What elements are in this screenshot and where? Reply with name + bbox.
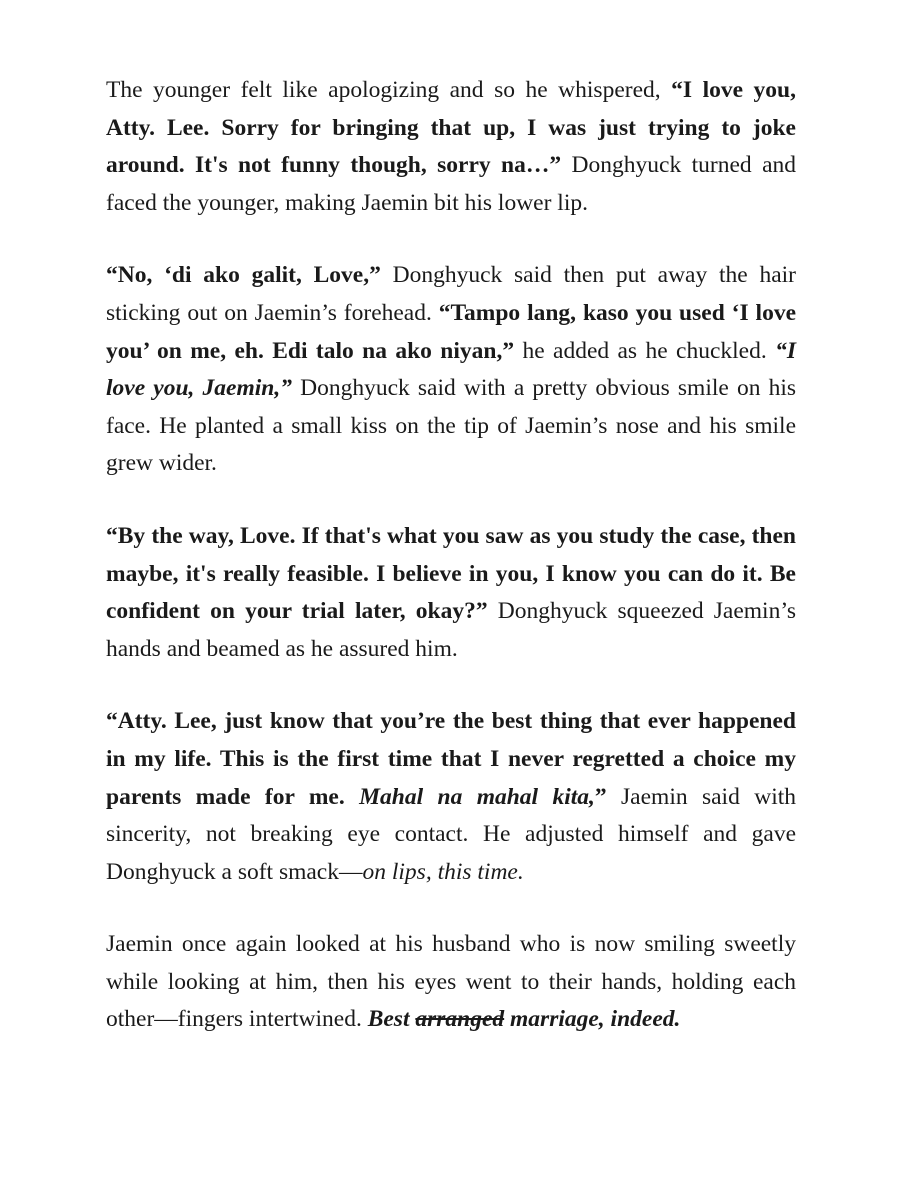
text-segment: “Atty. Lee, just know that you’re the best thing that ever happened in my life. This is the first time that I never regretted a choice my parents made for me. — [106, 708, 796, 810]
paragraph-2 — [106, 257, 796, 483]
text-segment: Jaemin said with sincerity, not breaking eye contact. He adjusted himself and gave Donghyuck a soft smack— — [106, 783, 797, 885]
text-segment: Mahal na mahal kita, — [359, 783, 595, 810]
text-segment: he added as he chuckled. — [514, 337, 776, 364]
text-segment: “I love you, Jaemin,” — [106, 337, 796, 402]
text-segment: Donghyuck squeezed Jaemin’s hands and beamed as he assured him. — [106, 598, 796, 662]
text-segment: “Tampo lang, kaso you used ‘I love you’ on me, eh. Edi talo na ako niyan,” — [106, 299, 796, 364]
paragraph-5 — [106, 926, 796, 1039]
text-segment: Donghyuck said with a pretty obvious smile on his face. He planted a small kiss on the tip of Jaemin’s nose and his smile grew wider. — [106, 375, 797, 477]
text-segment: Donghyuck said then put away the hair sticking out on Jaemin’s forehead. — [106, 262, 796, 326]
text-segment: “I love you, Atty. Lee. Sorry for bringing that up, I was just trying to joke around. It's not funny though, sorry na…” — [106, 77, 796, 179]
text-segment: Jaemin once again looked at his husband who is now smiling sweetly while looking at him, then his eyes went to their hands, holding each other—fingers intertwined. — [106, 931, 796, 1033]
text-segment: Donghyuck turned and faced the younger, making Jaemin bit his lower lip. — [106, 152, 796, 216]
text-segment: “By the way, Love. If that's what you saw as you study the case, then maybe, it's really feasible. I believe in you, I know you can do it. Be confident on your trial later, okay?” — [106, 522, 796, 625]
text-segment: arranged — [415, 1006, 505, 1033]
text-segment: on lips, this time. — [362, 858, 524, 885]
text-segment: marriage, indeed. — [504, 1006, 681, 1033]
text-segment: Best — [367, 1006, 416, 1033]
text-segment: ” — [594, 783, 607, 810]
text-segment: “No, ‘di ako galit, Love,” — [106, 262, 381, 289]
text-segment: The younger felt like apologizing and so he whispered, — [106, 77, 672, 103]
paragraph-3 — [106, 518, 796, 668]
paragraph-4 — [106, 703, 796, 891]
paragraph-1 — [106, 72, 796, 222]
